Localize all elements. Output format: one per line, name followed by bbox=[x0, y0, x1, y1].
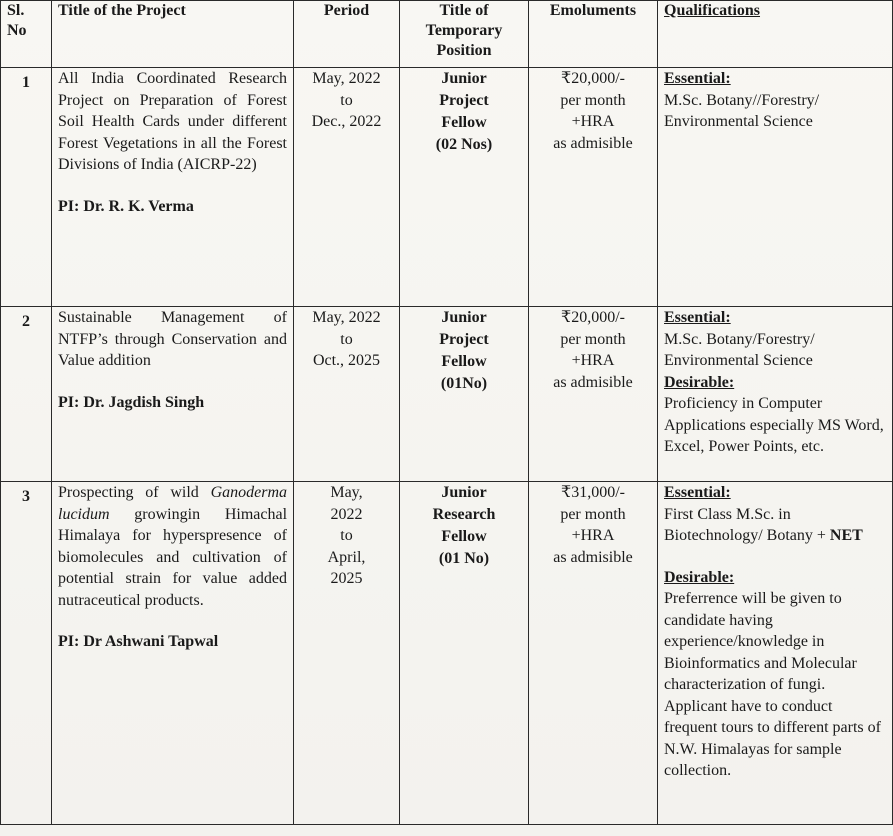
period-to: Dec., 2022 bbox=[311, 113, 382, 130]
position-cell bbox=[400, 307, 529, 482]
essential-text: M.Sc. Botany/Forestry/ Environmental Science bbox=[664, 330, 815, 369]
position-line: Project bbox=[439, 331, 489, 348]
project-title-cell bbox=[52, 482, 294, 825]
net-requirement: NET bbox=[829, 527, 863, 544]
position-line: Fellow bbox=[441, 528, 487, 545]
position-line: Junior bbox=[441, 484, 487, 501]
period-cell bbox=[294, 68, 400, 307]
desirable-label: Desirable: bbox=[664, 568, 735, 586]
position-count: (02 Nos) bbox=[435, 136, 493, 153]
desirable-text: Preferrence will be given to candidate having experience/knowledge in Bioinformatics and Molecular characterization of fungi. Applicant have to conduct frequent tours to different parts of N.W. Himalayas for sample collection. bbox=[664, 590, 881, 779]
position-count: (01 No) bbox=[438, 550, 490, 567]
period-from: May, 2022 bbox=[312, 70, 381, 87]
header-position: Title of Temporary Position bbox=[400, 1, 529, 68]
emolument-amount: ₹20,000/- bbox=[561, 70, 625, 87]
essential-text: M.Sc. Botany//Forestry/ Environmental Science bbox=[664, 91, 820, 130]
desirable-label: Desirable: bbox=[664, 373, 735, 391]
essential-text-part: First Class M.Sc. in Biotechnology/ Botany + bbox=[664, 505, 826, 544]
project-title: Sustainable Management of NTFP’s through Conservation and Value addition bbox=[58, 309, 287, 369]
position-cell bbox=[400, 68, 529, 307]
period-to: 2025 bbox=[330, 570, 363, 587]
qualifications-cell bbox=[658, 482, 893, 825]
period-to: Oct., 2025 bbox=[312, 352, 381, 369]
desirable-text: Proficiency in Computer Applications especially MS Word, Excel, Power Points, etc. bbox=[664, 395, 884, 455]
position-line: Fellow bbox=[441, 353, 487, 370]
position-line: Junior bbox=[441, 70, 487, 87]
sl-number: 2 bbox=[22, 313, 30, 330]
emolument-note: as admisible bbox=[553, 134, 633, 152]
spacer bbox=[664, 547, 886, 567]
qualifications-cell bbox=[658, 307, 893, 482]
period-from: May, bbox=[330, 484, 363, 501]
table-row bbox=[1, 482, 893, 825]
project-title-part: Prospecting of wild bbox=[58, 484, 199, 501]
sl-number: 1 bbox=[22, 74, 30, 91]
emolument-amount: ₹20,000/- bbox=[561, 309, 625, 326]
emolument-per: per month bbox=[560, 330, 626, 348]
emolument-hra: +HRA bbox=[571, 352, 615, 369]
emoluments-cell bbox=[529, 68, 658, 307]
header-period: Period bbox=[294, 1, 400, 68]
position-line: Project bbox=[439, 92, 489, 109]
table-row bbox=[1, 68, 893, 307]
emolument-hra: +HRA bbox=[571, 113, 615, 130]
period-cell bbox=[294, 482, 400, 825]
sl-cell bbox=[1, 307, 52, 482]
period-from: May, 2022 bbox=[312, 309, 381, 326]
period-cell bbox=[294, 307, 400, 482]
emolument-note: as admisible bbox=[553, 548, 633, 566]
emoluments-cell bbox=[529, 482, 658, 825]
period-to: April, bbox=[327, 548, 366, 566]
header-emoluments: Emoluments bbox=[529, 1, 658, 68]
emolument-per: per month bbox=[560, 91, 626, 109]
essential-label: Essential: bbox=[664, 309, 731, 326]
emoluments-cell bbox=[529, 307, 658, 482]
species-name: Ganoderma lucidum bbox=[58, 484, 287, 523]
period-to-word: to bbox=[340, 91, 353, 109]
position-line: Junior bbox=[441, 309, 487, 326]
header-row bbox=[1, 1, 893, 68]
header-project-title: Title of the Project bbox=[52, 1, 294, 68]
principal-investigator: PI: Dr. R. K. Verma bbox=[58, 197, 194, 215]
project-title-cell bbox=[52, 307, 294, 482]
principal-investigator: PI: Dr. Jagdish Singh bbox=[58, 393, 205, 411]
position-line: Fellow bbox=[441, 114, 487, 131]
qualifications-cell bbox=[658, 68, 893, 307]
emolument-hra: +HRA bbox=[571, 527, 615, 544]
project-title bbox=[58, 482, 287, 611]
emolument-per: per month bbox=[560, 505, 626, 523]
header-sl-no: Sl. No bbox=[1, 1, 52, 68]
period-to-word: to bbox=[340, 330, 353, 348]
sl-number: 3 bbox=[22, 488, 30, 505]
emolument-amount: ₹31,000/- bbox=[561, 484, 625, 501]
project-title-cell bbox=[52, 68, 294, 307]
project-title-part: growingin Himachal Himalaya for hyperspresence of biomolecules and cultivation of potential strain for value added nutraceutical products. bbox=[58, 505, 288, 609]
essential-label: Essential: bbox=[664, 70, 731, 87]
position-line: Research bbox=[432, 506, 496, 523]
position-cell bbox=[400, 482, 529, 825]
essential-text bbox=[664, 504, 886, 547]
sl-cell bbox=[1, 482, 52, 825]
position-count: (01No) bbox=[440, 375, 488, 392]
header-qualifications: Qualifications bbox=[658, 1, 893, 68]
period-to-word: to bbox=[340, 527, 353, 544]
period-from: 2022 bbox=[330, 505, 363, 523]
principal-investigator: PI: Dr Ashwani Tapwal bbox=[58, 633, 219, 650]
emolument-note: as admisible bbox=[553, 373, 633, 391]
table-row bbox=[1, 307, 893, 482]
sl-cell bbox=[1, 68, 52, 307]
project-title: All India Coordinated Research Project on Preparation of Forest Soil Health Cards under different Forest Vegetations in all the Forest Divisions of India (AICRP-22) bbox=[58, 70, 287, 173]
essential-label: Essential: bbox=[664, 484, 731, 501]
